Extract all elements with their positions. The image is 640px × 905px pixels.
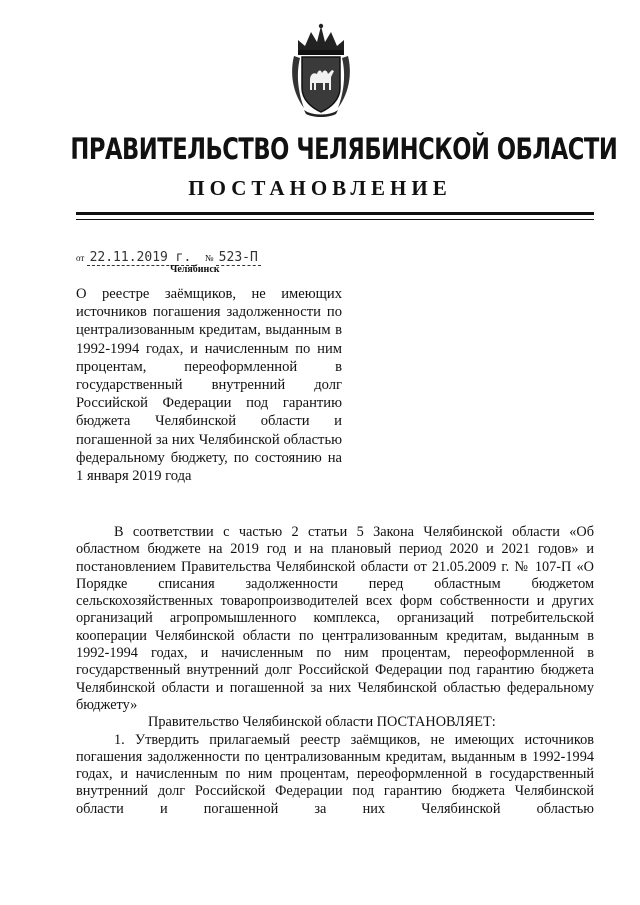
document-body (76, 524, 594, 818)
preamble-paragraph: В соответствии с частью 2 статьи 5 Закона Челябинской области «Об областном бюджете на 2019 год и на плановый период 2020 и 2021 годов» и постановлением Правительства Челябинской области от 21.05.2009 г. № 107-П «О Порядке списания задолженности перед областным бюджетом сельскохозяйственных товаропроизводителей всех форм собственности и других организаций агропромышленного комплекса, организаций потребительской кооперации Челябинской области по централизованным кредитам, выданным в 1992-1994 годах, и начисленным по ним процентам, переоформленной в государственный внутренний долг Российской Федерации под гарантию бюджета Челябинской области и погашенной за них Челябинской областью федеральному бюджету» (76, 524, 594, 713)
header-divider-thick (76, 212, 594, 215)
number-prefix: № (204, 253, 214, 263)
date-prefix: от (76, 253, 85, 263)
item-1-paragraph: 1. Утвердить прилагаемый реестр заёмщиков, не имеющих источников погашения задолженности по централизованным кредитам, выданным в 1992-1994 годах, и начисленным по ним процентам, переоформленной в государственный внутренний долг Российской Федерации под гарантию бюджета Челябинской области и погашенной за них Челябинской областью (76, 731, 594, 817)
registration-number: 523-П (216, 250, 261, 266)
coat-of-arms-icon (290, 22, 352, 118)
header-divider-thin (76, 219, 594, 220)
resolution-line: Правительство Челябинской области ПОСТАНОВЛЯЕТ: (148, 714, 496, 731)
document-subject: О реестре заёмщиков, не имеющих источников погашения задолженности по централизованным кредитам, выданным в 1992-1994 годах, и начисленным по ним процентам, переоформленной в государственный внутренний долг Российской Федерации под гарантию бюджета Челябинской области и погашенной за них Челябинской областью федеральному бюджету, по состоянию на 1 января 2019 года (76, 286, 342, 485)
city-label: Челябинск (170, 264, 220, 275)
document-type-heading: ПОСТАНОВЛЕНИЕ (188, 176, 452, 200)
organization-title: ПРАВИТЕЛЬСТВО ЧЕЛЯБИНСКОЙ ОБЛАСТИ (70, 132, 618, 166)
registration-line (76, 250, 261, 265)
registration-date: 22.11.2019 г. (87, 250, 195, 266)
